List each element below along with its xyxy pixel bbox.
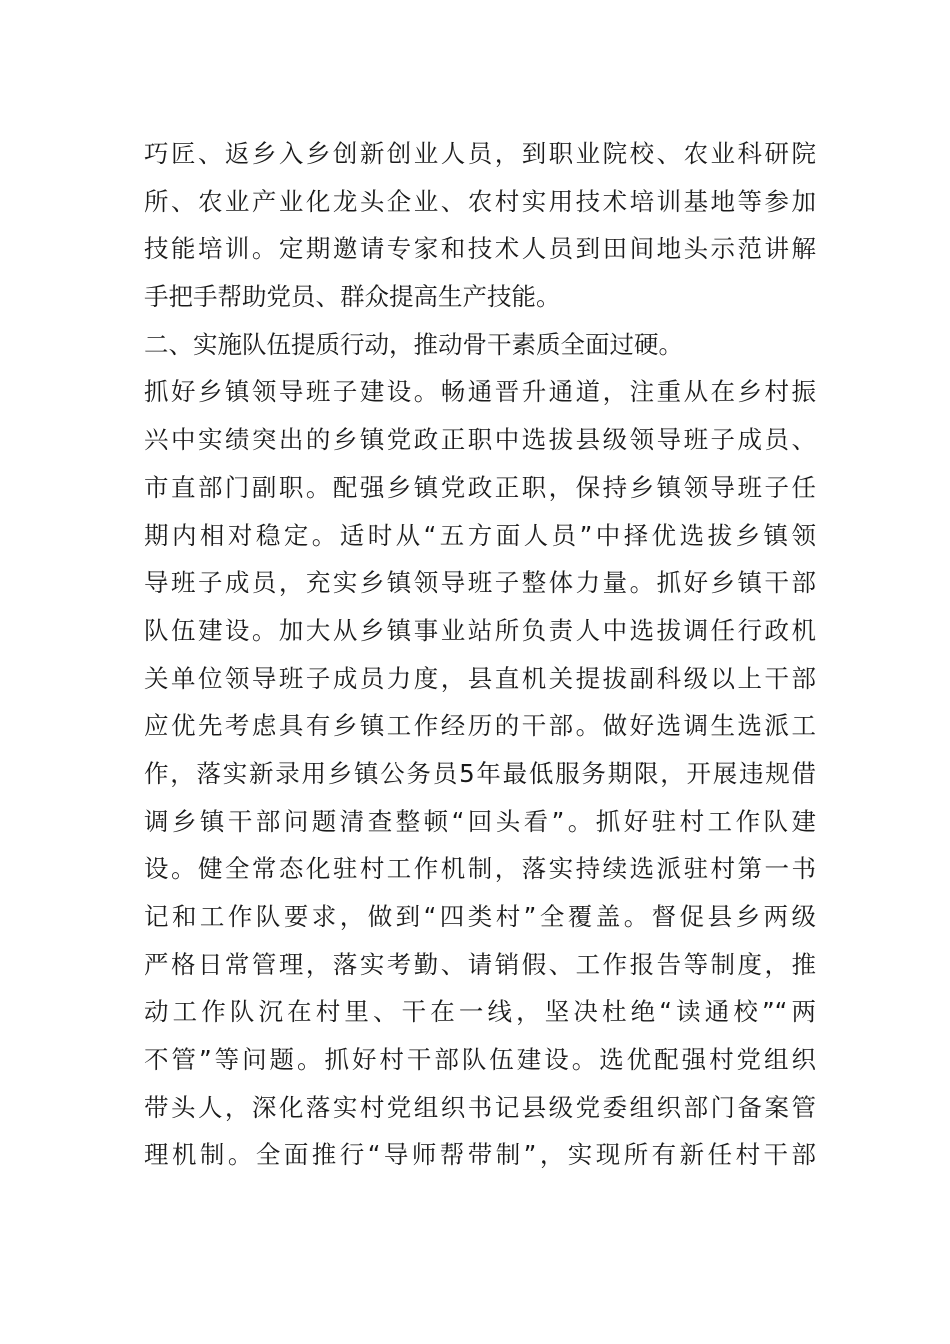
paragraph-line: 市直部门副职。配强乡镇党政正职，保持乡镇领导班子任 <box>144 472 816 502</box>
paragraph-line: 不管”等问题。抓好村干部队伍建设。选优配强村党组织 <box>144 1045 816 1075</box>
paragraph-line: 严格日常管理，落实考勤、请销假、工作报告等制度，推 <box>144 949 816 979</box>
paragraph-line: 期内相对稳定。适时从“五方面人员”中择优选拔乡镇领 <box>144 520 816 550</box>
paragraph-line: 动工作队沉在村里、干在一线，坚决杜绝“读通校”“两 <box>144 997 816 1027</box>
paragraph-line: 抓好乡镇领导班子建设。畅通晋升通道，注重从在乡村振 <box>144 377 816 407</box>
paragraph-line: 手把手帮助党员、群众提高生产技能。 <box>144 282 561 312</box>
paragraph-line: 导班子成员，充实乡镇领导班子整体力量。抓好乡镇干部 <box>144 568 816 598</box>
paragraph-line: 带头人，深化落实村党组织书记县级党委组织部门备案管 <box>144 1092 816 1122</box>
section-heading: 二、实施队伍提质行动，推动骨干素质全面过硬。 <box>144 329 683 359</box>
paragraph-line: 作，落实新录用乡镇公务员5年最低服务期限，开展违规借 <box>144 758 816 788</box>
paragraph-line: 技能培训。定期邀请专家和技术人员到田间地头示范讲解 <box>144 234 816 264</box>
paragraph-line: 记和工作队要求，做到“四类村”全覆盖。督促县乡两级 <box>144 902 816 931</box>
paragraph-line: 所、农业产业化龙头企业、农村实用技术培训基地等参加 <box>144 186 816 216</box>
paragraph-line: 理机制。全面推行“导师帮带制”，实现所有新任村干部 <box>144 1140 816 1170</box>
paragraph-line: 设。健全常态化驻村工作机制，落实持续选派驻村第一书 <box>144 854 816 884</box>
paragraph-line: 调乡镇干部问题清查整顿“回头看”。抓好驻村工作队建 <box>144 806 816 836</box>
document-body <box>144 130 816 1179</box>
paragraph-line: 应优先考虑具有乡镇工作经历的干部。做好选调生选派工 <box>144 711 816 741</box>
paragraph-line: 兴中实绩突出的乡镇党政正职中选拔县级领导班子成员、 <box>144 425 816 455</box>
paragraph-line: 巧匠、返乡入乡创新创业人员，到职业院校、农业科研院 <box>144 139 816 168</box>
paragraph-line: 队伍建设。加大从乡镇事业站所负责人中选拔调任行政机 <box>144 615 816 645</box>
paragraph-line: 关单位领导班子成员力度，县直机关提拔副科级以上干部 <box>144 663 816 693</box>
